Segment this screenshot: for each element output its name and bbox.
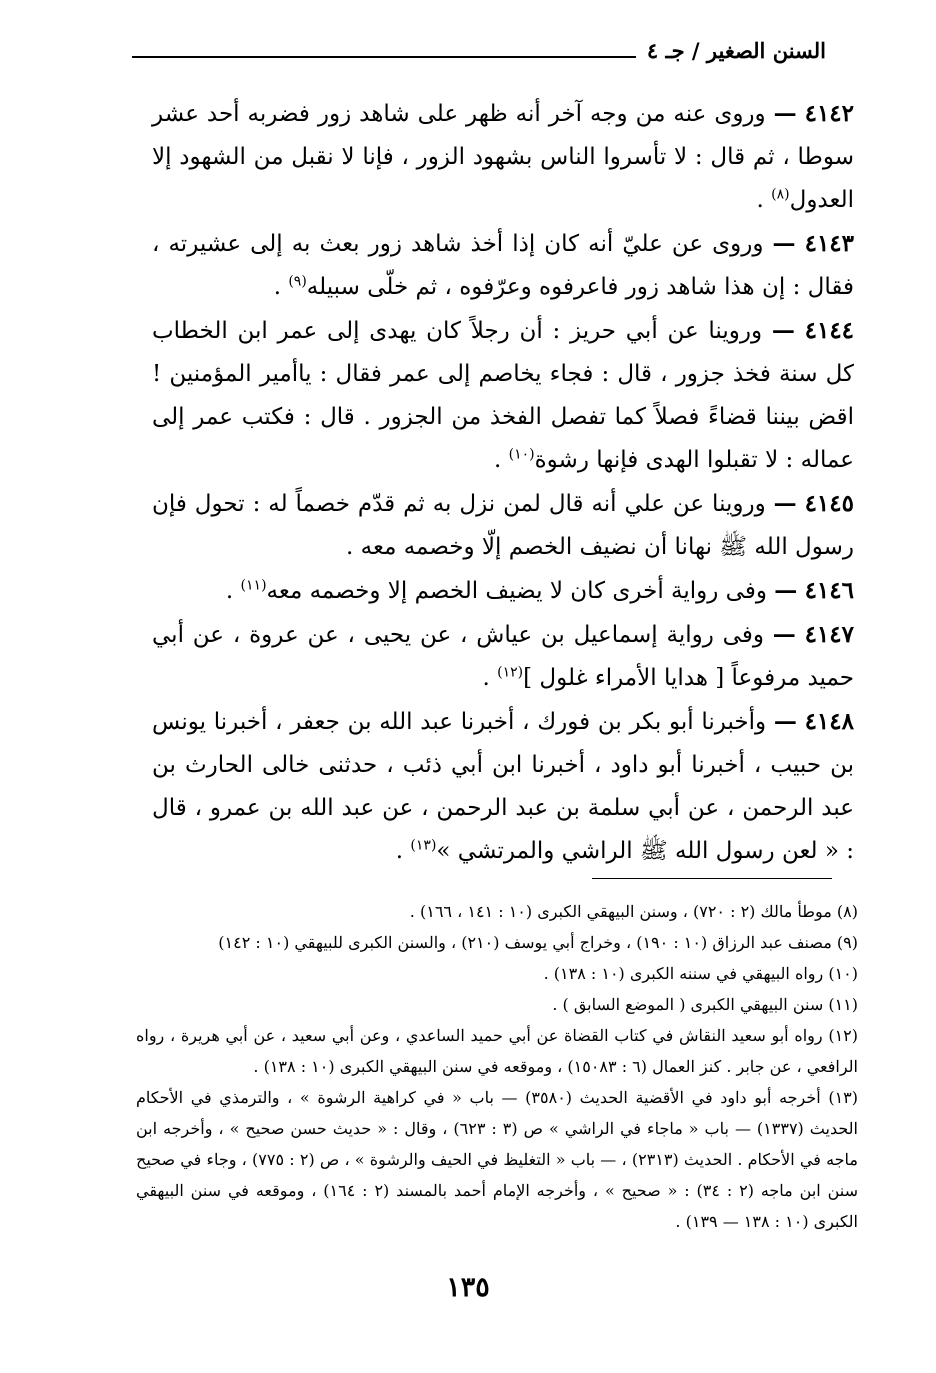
hadith-end: .: [273, 274, 289, 300]
hadith-text: وفى رواية أخرى كان لا يضيف الخصم إلا وخصمه معه: [266, 578, 767, 604]
footnote-ref: (١٠): [508, 446, 535, 463]
hadith-text: وأخبرنا أبو بكر بن فورك ، أخبرنا عبد الله بن جعفر ، أخبرنا يونس بن حبيب ، أخبرنا أبو داود ، أخبرنا ابن أبي ذئب ، حدثنى خالى الحارث بن عبد الرحمن ، عن أبي سلمة بن عبد الرحمن ، عن عبد الله بن عمرو ، قال : « لعن رسول الله ﷺ الراشي والمرتشي »: [152, 709, 854, 864]
hadith-end: .: [756, 187, 772, 213]
hadith-paragraph: [152, 482, 854, 569]
number-dash: —: [772, 230, 796, 257]
hadith-number: ٤١٤٧: [804, 621, 854, 648]
header-rule: [132, 56, 636, 58]
number-dash: —: [771, 317, 795, 344]
number-dash: —: [773, 708, 797, 735]
running-header: [132, 38, 826, 72]
number-dash: —: [772, 621, 796, 648]
number-dash: —: [773, 490, 797, 517]
hadith-text: وروينا عن علي أنه قال لمن نزل به ثم قدّم خصماً له : تحول فإن رسول الله ﷺ نهانا أن نضيف الخصم إلّا وخصمه معه .: [152, 491, 854, 560]
hadith-paragraph: [152, 309, 854, 482]
hadith-number: ٤١٤٣: [804, 230, 855, 257]
hadith-text: وفى رواية إسماعيل بن عياش ، عن يحيى ، عن عروة ، عن أبي حميد مرفوعاً [ هدايا الأمراء غلول ]: [152, 622, 854, 691]
hadith-paragraph: [152, 569, 854, 613]
hadith-text: وروينا عن أبي حريز : أن رجلاً كان يهدى إلى عمر ابن الخطاب كل سنة فخذ جزور ، قال : فجاء يخاصم إلى عمر فقال : ياأمير المؤمنين ! اقض بيننا قضاءً فصلاً كما تفصل الفخذ من الجزور . قال : فكتب عمر إلى عماله : لا تقبلوا الهدى فإنها رشوة: [152, 318, 854, 473]
footnote: (١٣) أخرجه أبو داود في الأقضية الحديث (٣٥٨٠) — باب « في كراهية الرشوة » ، والترمذي في الأحكام الحديث (١٣٣٧) — باب « ماجاء في الراشي » ص (٣ : ٦٢٣) ، وقال : « حديث حسن صحيح » ، وأخرجه ابن ماجه في الأحكام . الحديث (٢٣١٣) ، — باب « التغليظ في الحيف والرشوة » ، ص (٢ : ٧٧٥) ، وجاء في صحيح سنن ابن ماجه (٢ : ٣٤) : « صحيح » ، وأخرجه الإمام أحمد بالمسند (٢ : ١٦٤) ، وموقعه في سنن البيهقي الكبرى (١٠ : ١٣٨ — ١٣٩) .: [136, 1088, 859, 1231]
footnote: (١٠) رواه البيهقي في سننه الكبرى (١٠ : ١٣٨) .: [543, 964, 858, 983]
main-text: [152, 92, 854, 873]
hadith-end: .: [395, 838, 411, 864]
footnote: (١٢) رواه أبو سعيد النقاش في كتاب القضاة عن أبي حميد الساعدي ، وعن أبي سعيد ، عن أبي هريرة ، رواه الرافعي ، عن جابر . كنز العمال (٦ : ١٥٠٨٣) ، وموقعه في سنن البيهقي الكبرى (١٠ : ١٣٨) .: [136, 1026, 859, 1076]
hadith-number: ٤١٤٥: [804, 490, 854, 517]
page-number: ١٣٥: [446, 1272, 490, 1303]
footnote: (١١) سنن البيهقي الكبرى ( الموضع السابق ) .: [552, 995, 858, 1014]
hadith-text: وروى عنه من وجه آخر أنه ظهر على شاهد زور فضربه أحد عشر سوطا ، ثم قال : لا تأسروا الناس بشهود الزور ، فإنا لا نقبل من الشهود إلا العدول: [152, 101, 854, 213]
hadith-number: ٤١٤٦: [804, 577, 854, 604]
footnote-ref: (٩): [288, 273, 307, 290]
number-dash: —: [774, 577, 798, 604]
footnote-ref: (١٢): [497, 664, 524, 681]
hadith-paragraph: [152, 92, 854, 222]
running-title: السنن الصغير / جـ ٤: [646, 38, 826, 63]
number-dash: —: [773, 100, 797, 127]
hadith-paragraph: [152, 222, 854, 309]
footnote-ref: (١٣): [410, 837, 437, 854]
hadith-end: .: [482, 665, 498, 691]
footnote: (٨) موطأ مالك (٢ : ٧٢٠) ، وسنن البيهقي الكبرى (١٠ : ١٤١ ، ١٦٦) .: [409, 902, 858, 921]
footnote-ref: (١١): [240, 577, 267, 594]
footnotes: [136, 896, 858, 1237]
hadith-end: .: [225, 578, 241, 604]
hadith-number: ٤١٤٢: [804, 100, 855, 127]
hadith-number: ٤١٤٨: [804, 708, 854, 735]
footnote: (٩) مصنف عبد الرزاق (١٠ : ١٩٠) ، وخراج أبي يوسف (٢١٠) ، والسنن الكبرى للبيهقي (١٠ : ١٤٢): [218, 933, 858, 952]
hadith-paragraph: [152, 700, 854, 873]
footnote-ref: (٨): [771, 186, 790, 203]
hadith-end: .: [494, 447, 509, 473]
hadith-paragraph: [152, 613, 854, 700]
hadith-number: ٤١٤٤: [804, 317, 855, 344]
hadith-text: وروى عن عليّ أنه كان إذا أخذ شاهد زور بعث به إلى عشيرته ، فقال : إن هذا شاهد زور فاعرفوه وعرّفوه ، ثم خلّى سبيله: [152, 231, 854, 300]
footnote-separator: [592, 878, 832, 879]
